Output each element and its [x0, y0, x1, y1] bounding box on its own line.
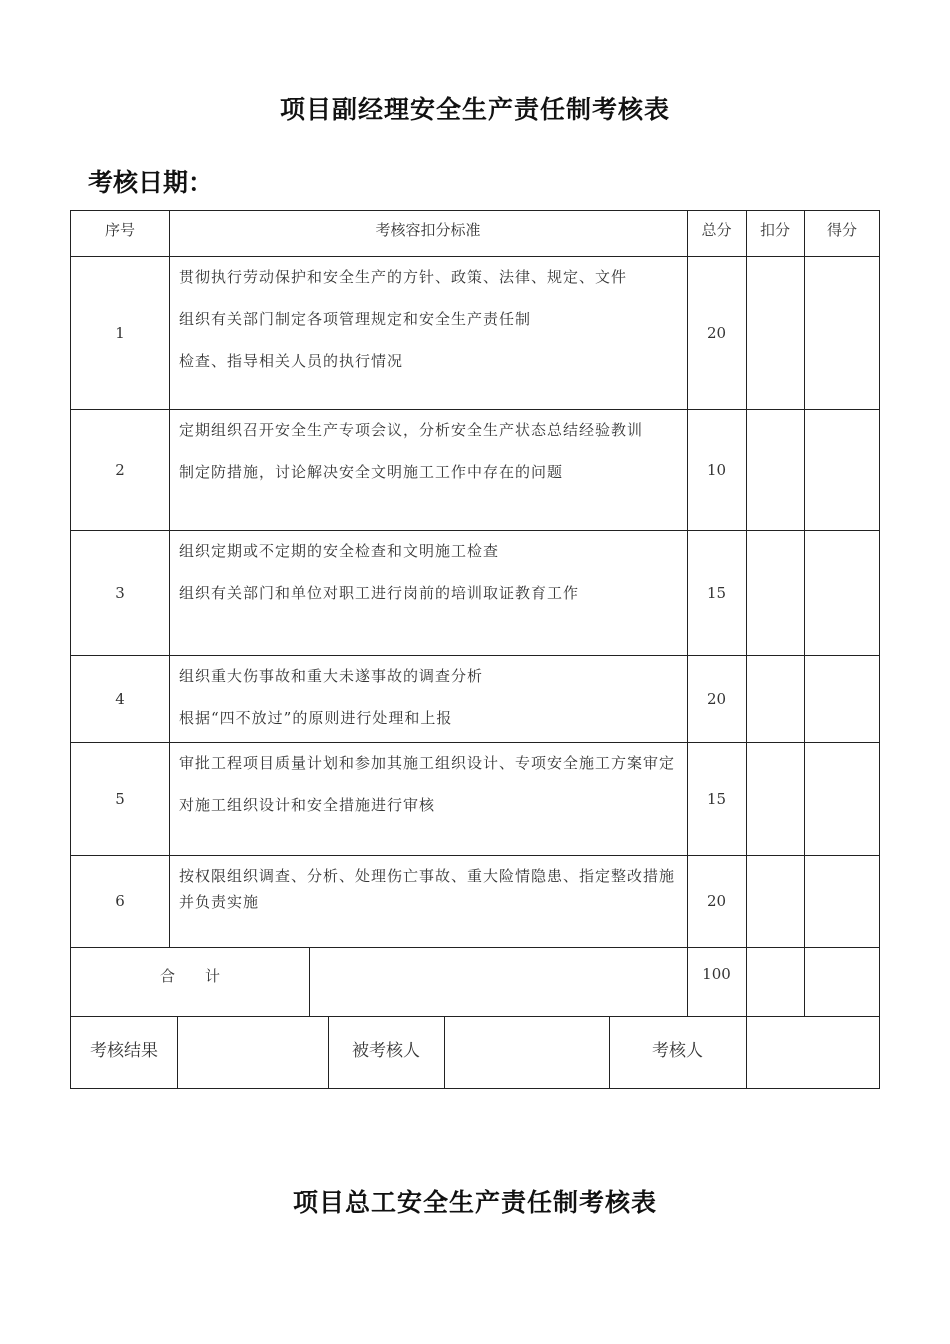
footer-assessor-label: 考核人	[652, 1041, 703, 1061]
criteria-line: 组织重大伤事故和重大未遂事故的调查分析	[179, 667, 484, 685]
sum-label: 合 计	[159, 967, 220, 985]
second-page-title: 项目总工安全生产责任制考核表	[292, 1188, 657, 1217]
row-total: 15	[706, 789, 727, 808]
header-total: 总分	[701, 221, 732, 239]
criteria-line: 对施工组织设计和安全措施进行审核	[179, 796, 436, 814]
row-criteria	[169, 655, 687, 742]
criteria-line: 定期组织召开安全生产专项会议，分析安全生产状态总结经验教训	[179, 421, 644, 439]
row-index: 5	[115, 789, 125, 808]
criteria-line: 组织有关部门和单位对职工进行岗前的培训取证教育工作	[179, 584, 580, 602]
header-index: 序号	[104, 221, 135, 239]
table-vertical-rule	[444, 1016, 445, 1089]
row-criteria	[169, 256, 687, 409]
criteria-line: 按权限组织调查、分析、处理伤亡事故、重大险情隐患、指定整改措施并负责实施	[179, 867, 676, 911]
table-vertical-rule	[687, 211, 688, 1016]
header-deduct: 扣分	[759, 221, 790, 239]
criteria-line: 检查、指导相关人员的执行情况	[179, 352, 404, 370]
row-score	[804, 409, 880, 530]
row-deduct	[746, 855, 804, 947]
row-criteria	[169, 855, 687, 947]
footer-result-label: 考核结果	[90, 1041, 158, 1061]
footer-result-value	[177, 1016, 328, 1089]
assessment-table	[70, 210, 880, 1089]
row-total: 20	[706, 323, 727, 342]
header-score: 得分	[826, 221, 857, 239]
row-deduct	[746, 256, 804, 409]
footer-assessor-value	[746, 1016, 880, 1089]
footer-assessee-value	[444, 1016, 609, 1089]
row-total: 20	[706, 892, 727, 910]
criteria-line: 审批工程项目质量计划和参加其施工组织设计、专项安全施工方案审定	[179, 754, 676, 772]
row-score	[804, 855, 880, 947]
row-deduct	[746, 409, 804, 530]
header-criteria: 考核容扣分标准	[375, 221, 481, 239]
criteria-line: 制定防措施，讨论解决安全文明施工工作中存在的问题	[179, 463, 564, 481]
row-criteria	[169, 409, 687, 530]
row-score	[804, 256, 880, 409]
criteria-line: 组织有关部门制定各项管理规定和安全生产责任制	[179, 310, 532, 328]
table-vertical-rule	[169, 211, 170, 947]
criteria-line: 贯彻执行劳动保护和安全生产的方针、政策、法律、规定、文件	[179, 268, 628, 286]
row-index: 3	[115, 583, 125, 602]
row-total: 20	[706, 689, 727, 708]
row-score	[804, 530, 880, 655]
row-total: 10	[706, 460, 727, 479]
sum-total: 100	[702, 965, 731, 983]
row-index: 1	[115, 323, 125, 342]
table-vertical-rule	[746, 1016, 747, 1089]
page-title: 项目副经理安全生产责任制考核表	[279, 95, 670, 124]
criteria-line: 组织定期或不定期的安全检查和文明施工检查	[179, 542, 500, 560]
row-score	[804, 742, 880, 855]
row-deduct	[746, 530, 804, 655]
footer-assessee-label: 被考核人	[352, 1041, 420, 1061]
criteria-line: 根据“四不放过”的原则进行处理和上报	[179, 709, 453, 727]
row-total: 15	[706, 583, 727, 602]
row-score	[804, 655, 880, 742]
sum-blank	[309, 947, 687, 1016]
table-vertical-rule	[746, 211, 747, 1016]
row-index: 6	[115, 892, 125, 910]
table-vertical-rule	[609, 1016, 610, 1089]
row-criteria	[169, 742, 687, 855]
row-deduct	[746, 655, 804, 742]
table-vertical-rule	[177, 1016, 178, 1089]
row-index: 4	[115, 689, 125, 708]
table-vertical-rule	[328, 1016, 329, 1089]
row-index: 2	[115, 460, 125, 479]
row-deduct	[746, 742, 804, 855]
assessment-date-label: 考核日期：	[88, 168, 214, 197]
table-vertical-rule	[309, 947, 310, 1016]
table-vertical-rule	[804, 211, 805, 1016]
row-criteria	[169, 530, 687, 655]
